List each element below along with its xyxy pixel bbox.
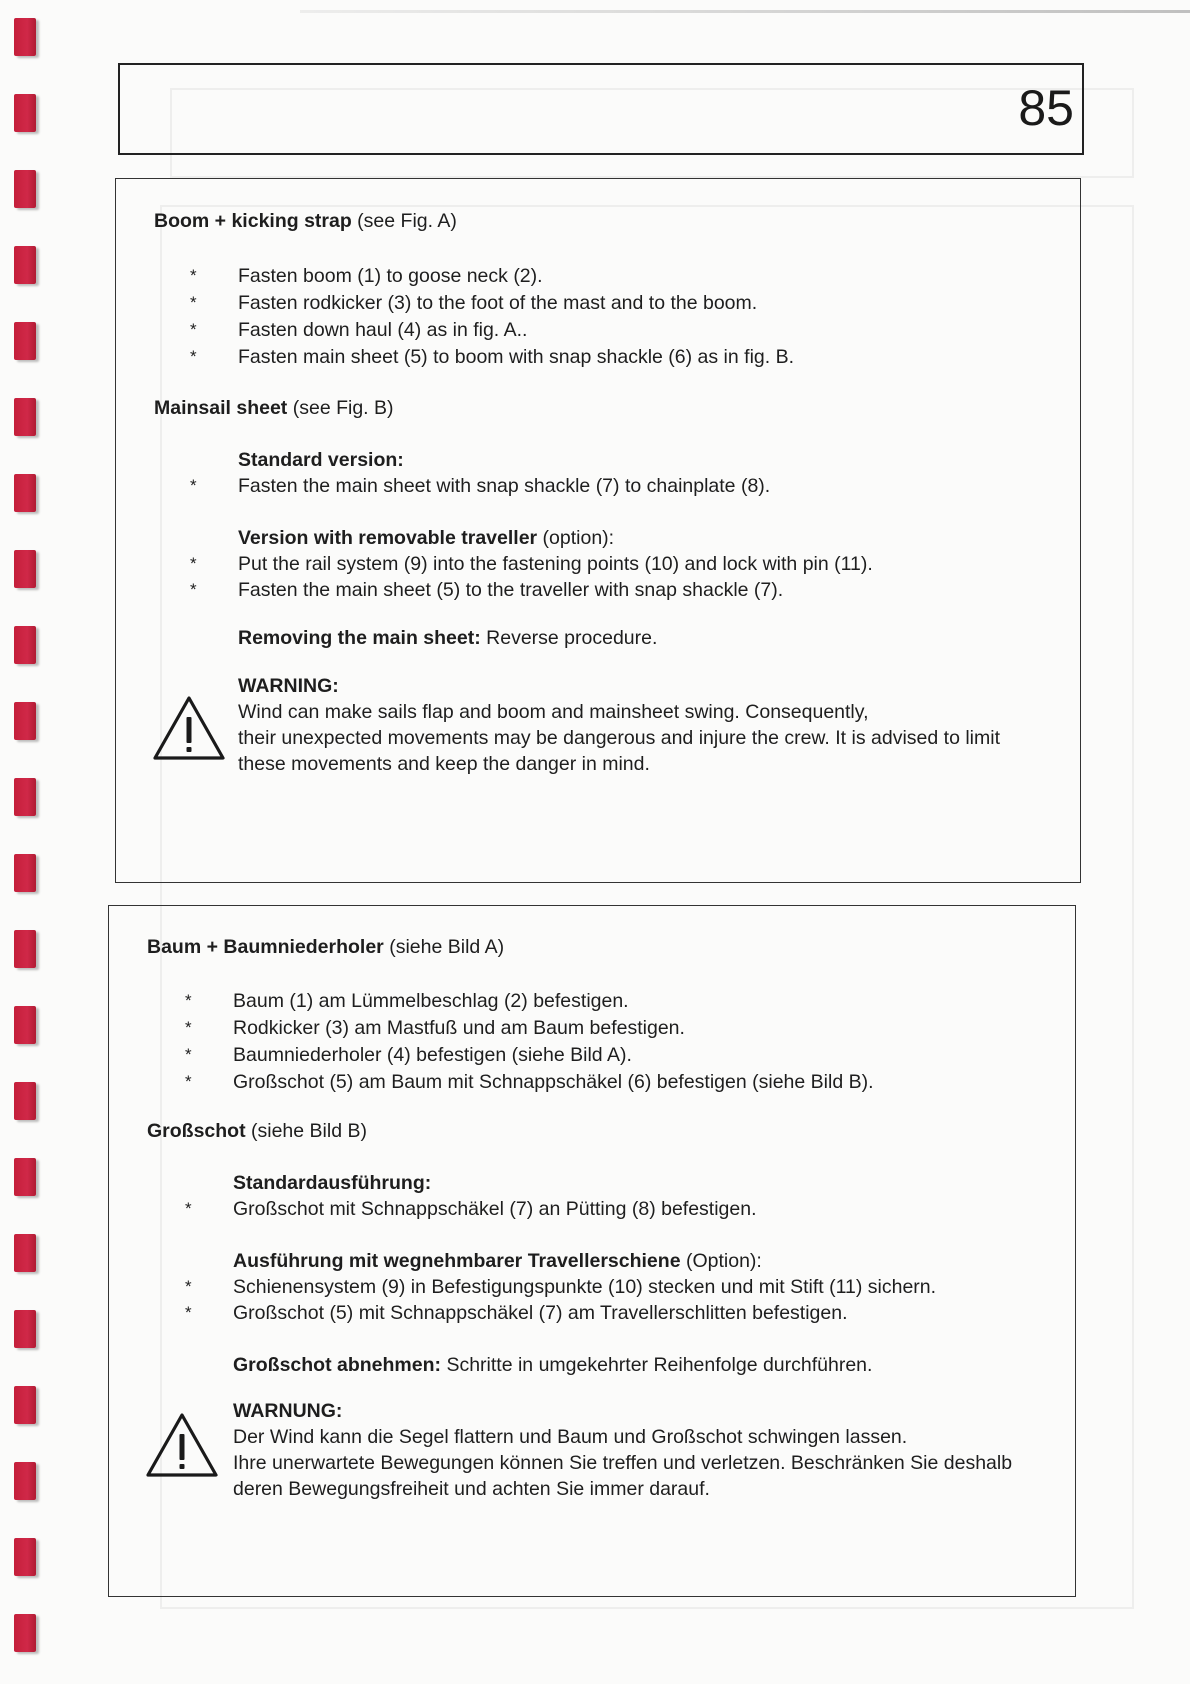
binding-tab	[14, 550, 36, 588]
traveller-version-title: Version with removable traveller (option):	[238, 527, 615, 549]
bullet-icon: *	[185, 1277, 192, 1296]
warning-text: Wind can make sails flap and boom and mainsheet swing. Consequently, their unexpected movements may be dangerous and injure the crew. It is advised to limit these movements and keep the danger in mind.	[238, 701, 1000, 775]
warning-triangle-icon	[145, 1412, 219, 1478]
bullet-icon: *	[185, 1199, 192, 1218]
bullet-icon: *	[190, 293, 197, 312]
german-section	[108, 905, 1076, 1597]
bullet-icon: *	[190, 266, 197, 285]
list-item: * Fasten boom (1) to goose neck (2).	[190, 265, 543, 287]
scan-edge	[300, 10, 1190, 13]
binding-spine	[10, 0, 50, 1684]
binding-tab	[14, 1310, 36, 1348]
binding-tab	[14, 170, 36, 208]
binding-tab	[14, 398, 36, 436]
english-section	[115, 178, 1081, 883]
boom-steps	[190, 263, 795, 371]
boom-heading: Baum + Baumniederholer (siehe Bild A)	[147, 936, 505, 958]
binding-tab	[14, 854, 36, 892]
binding-tab	[14, 778, 36, 816]
binding-tab	[14, 94, 36, 132]
bullet-icon: *	[190, 476, 197, 495]
list-item: * Großschot (5) am Baum mit Schnappschäkel (6) befestigen (siehe Bild B).	[185, 1071, 874, 1093]
removing-note: Removing the main sheet: Reverse procedure.	[238, 627, 658, 649]
binding-tab	[14, 1462, 36, 1500]
binding-tab	[14, 18, 36, 56]
warning-title: WARNING:	[238, 675, 339, 697]
binding-tab	[14, 626, 36, 664]
boom-steps	[185, 988, 874, 1096]
list-item: * Put the rail system (9) into the fastening points (10) and lock with pin (11).	[190, 553, 873, 575]
binding-tab	[14, 930, 36, 968]
mainsail-heading: Großschot (siehe Bild B)	[147, 1120, 367, 1142]
bullet-icon: *	[185, 1072, 192, 1091]
binding-tab	[14, 1386, 36, 1424]
binding-tab	[14, 1158, 36, 1196]
list-item: * Fasten the main sheet with snap shackle (7) to chainplate (8).	[190, 475, 771, 497]
standard-version-title: Standard version:	[238, 449, 404, 471]
binding-tab	[14, 1614, 36, 1652]
bullet-icon: *	[185, 1045, 192, 1064]
removing-note: Großschot abnehmen: Schritte in umgekehrter Reihenfolge durchführen.	[233, 1354, 873, 1376]
bullet-icon: *	[190, 554, 197, 573]
list-item: * Fasten the main sheet (5) to the traveller with snap shackle (7).	[190, 579, 784, 601]
binding-tab	[14, 246, 36, 284]
warning-title: WARNUNG:	[233, 1400, 343, 1422]
binding-tab	[14, 1082, 36, 1120]
list-item: * Baum (1) am Lümmelbeschlag (2) befestigen.	[185, 990, 629, 1012]
binding-tab	[14, 1234, 36, 1272]
bullet-icon: *	[190, 320, 197, 339]
binding-tab	[14, 322, 36, 360]
list-item: * Großschot (5) mit Schnappschäkel (7) am Travellerschlitten befestigen.	[185, 1302, 848, 1324]
bullet-icon: *	[190, 580, 197, 599]
binding-tab	[14, 702, 36, 740]
bullet-icon: *	[190, 347, 197, 366]
list-item: * Fasten down haul (4) as in fig. A..	[190, 319, 528, 341]
list-item: * Großschot mit Schnappschäkel (7) an Pütting (8) befestigen.	[185, 1198, 757, 1220]
page-number: 85	[1018, 80, 1074, 136]
traveller-version-title: Ausführung mit wegnehmbarer Travellerschiene (Option):	[233, 1250, 762, 1272]
bullet-icon: *	[185, 1303, 192, 1322]
binding-tab	[14, 1538, 36, 1576]
boom-heading: Boom + kicking strap (see Fig. A)	[154, 210, 457, 232]
list-item: * Baumniederholer (4) befestigen (siehe Bild A).	[185, 1044, 632, 1066]
list-item: * Schienensystem (9) in Befestigungspunkte (10) stecken und mit Stift (11) sichern.	[185, 1276, 937, 1298]
bullet-icon: *	[185, 991, 192, 1010]
warning-text: Der Wind kann die Segel flattern und Baum und Großschot schwingen lassen. Ihre unerwartete Bewegungen können Sie treffen und verletzen. Beschränken Sie deshalb deren Bewegungsfreiheit und achten Sie immer darauf.	[233, 1426, 1013, 1500]
page-header	[118, 63, 1084, 155]
binding-tab	[14, 1006, 36, 1044]
mainsail-heading: Mainsail sheet (see Fig. B)	[154, 397, 394, 419]
standard-version-title: Standardausführung:	[233, 1172, 432, 1194]
list-item: * Fasten main sheet (5) to boom with snap shackle (6) as in fig. B.	[190, 346, 795, 368]
warning-triangle-icon	[152, 695, 226, 761]
list-item: * Rodkicker (3) am Mastfuß und am Baum befestigen.	[185, 1017, 685, 1039]
binding-tab	[14, 474, 36, 512]
bullet-icon: *	[185, 1018, 192, 1037]
list-item: * Fasten rodkicker (3) to the foot of the mast and to the boom.	[190, 292, 758, 314]
